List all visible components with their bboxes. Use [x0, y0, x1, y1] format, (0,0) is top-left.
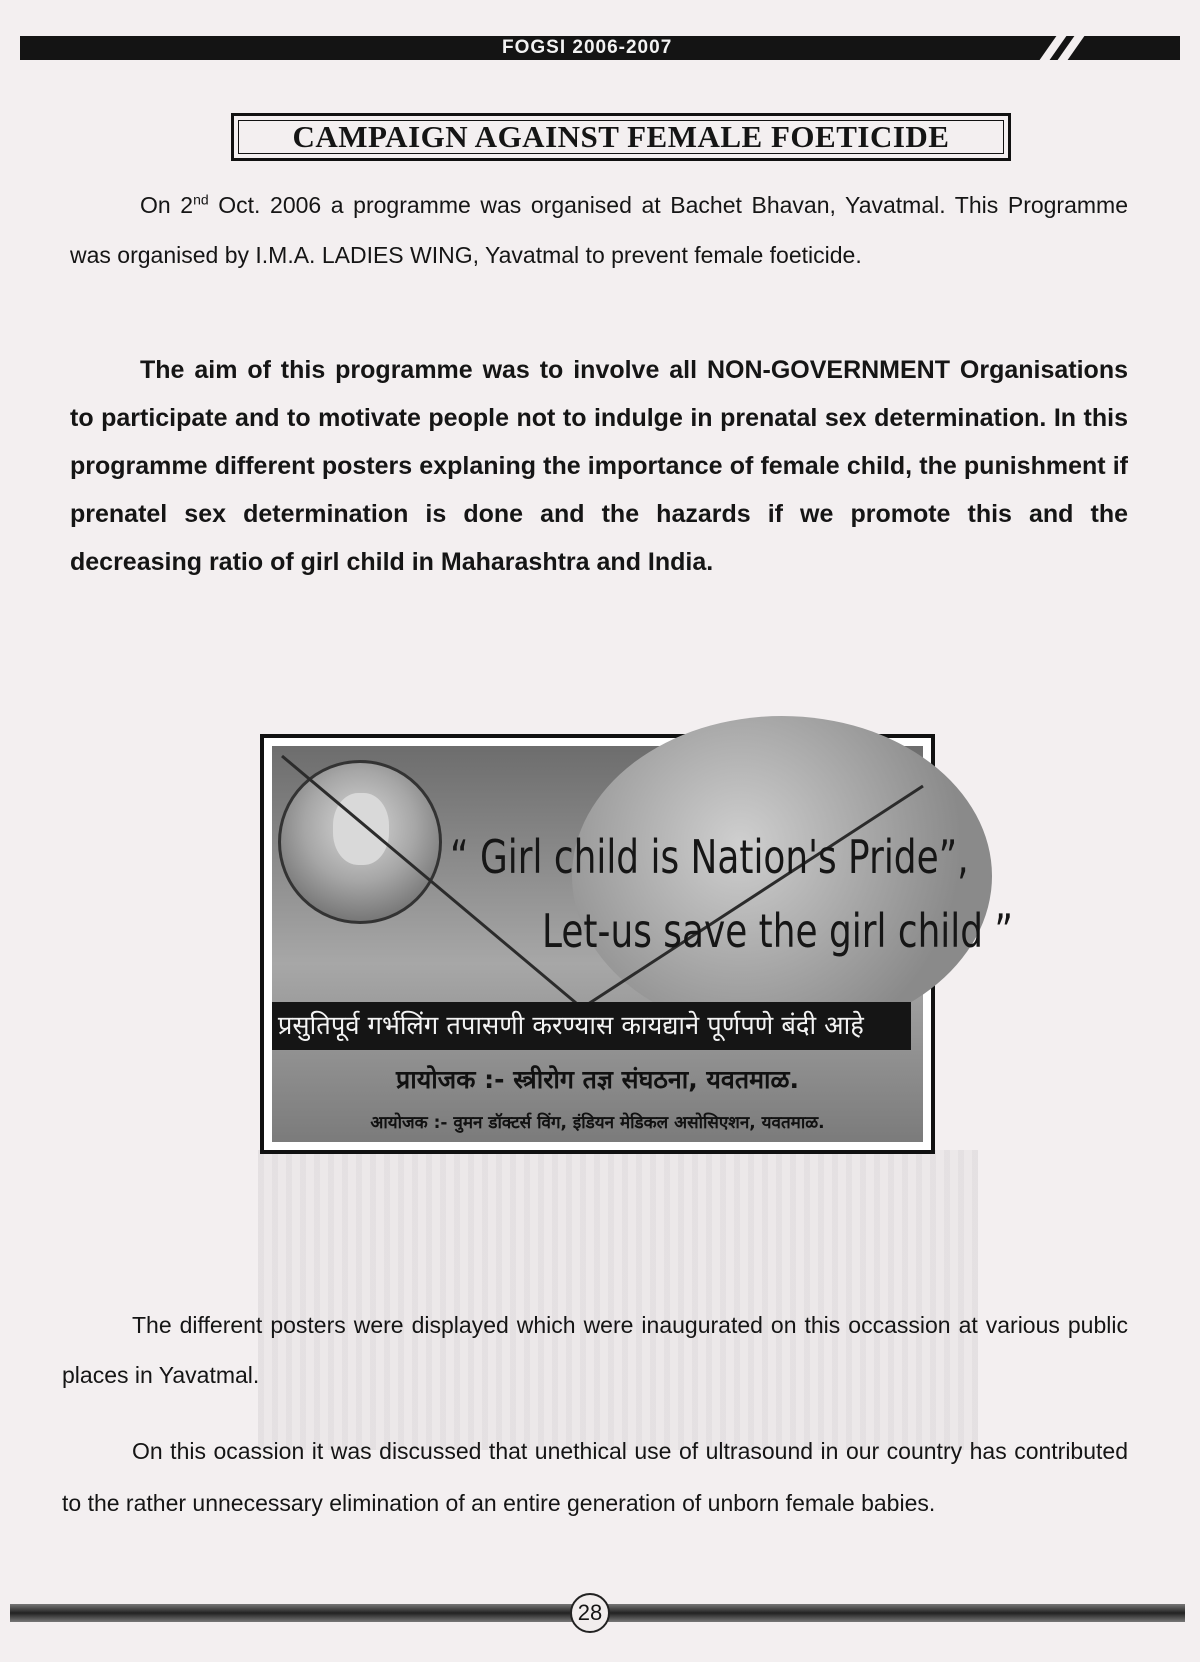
- paragraph-2: [70, 346, 1128, 586]
- page-title: CAMPAIGN AGAINST FEMALE FOETICIDE: [238, 120, 1004, 154]
- paragraph-4: [62, 1425, 1128, 1529]
- poster-organiser: आयोजक :- वुमन डॉक्टर्स विंग, इंडियन मेडिकल असोसिएशन, यवतमाळ.: [370, 1113, 825, 1133]
- paragraph-1: [70, 180, 1128, 280]
- paragraph-2-text: The aim of this programme was to involve all NON-GOVERNMENT Organisations to participate and to motivate people not to indulge in prenatal sex determination. In this programme different posters explaning the importance of female child, the punishment if prenatel sex determination is done and the hazards if we promote this and the decreasing ratio of girl child in Maharashtra and India.: [70, 356, 1128, 576]
- paragraph-3: [62, 1300, 1128, 1400]
- poster-sponsor: प्रायोजक :- स्त्रीरोग तज्ञ संघठना, यवतमाळ.: [396, 1065, 799, 1094]
- poster-band-text: प्रसुतिपूर्व गर्भलिंग तपासणी करण्यास कायद्याने पूर्णपणे बंदी आहे: [272, 1002, 911, 1050]
- paragraph-1-prefix: On 2: [140, 192, 194, 218]
- poster-image: [260, 734, 1014, 1154]
- page-number: 28: [570, 1593, 610, 1633]
- header-band: [20, 36, 1180, 60]
- paragraph-4-text: On this ocassion it was discussed that unethical use of ultrasound in our country has contributed to the rather unnecessary elimination of an entire generation of unborn female babies.: [62, 1438, 1128, 1516]
- poster-slogan-line2: Let-us save the girl child ”: [542, 904, 1014, 958]
- poster: [272, 746, 1014, 1142]
- paragraph-1-sup: nd: [193, 191, 209, 208]
- header-title: FOGSI 2006-2007: [502, 37, 673, 58]
- paragraph-1-suffix: Oct. 2006 a programme was organised at Bachet Bhavan, Yavatmal. This Programme was organised by I.M.A. LADIES WING, Yavatmal to prevent female foeticide.: [70, 192, 1128, 268]
- title-box: [231, 113, 1011, 161]
- paragraph-3-text: The different posters were displayed which were inaugurated on this occassion at various public places in Yavatmal.: [62, 1312, 1128, 1388]
- poster-slogan-line1: “ Girl child is Nation's Pride”,: [450, 830, 969, 884]
